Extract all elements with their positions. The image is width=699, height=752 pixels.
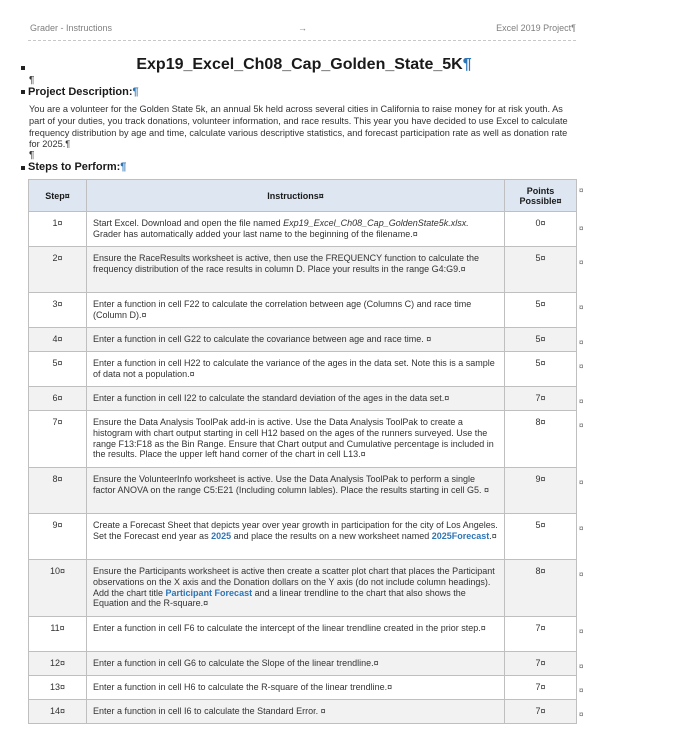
step-points: 7¤	[505, 700, 577, 724]
step-number: 4¤	[29, 328, 87, 352]
end-of-row-mark: ¤	[579, 686, 584, 695]
step-instructions: Enter a function in cell G6 to calculate the Slope of the linear trendline.¤	[87, 652, 505, 676]
table-row	[29, 560, 577, 617]
empty-paragraph-mark: ¶	[29, 150, 35, 161]
end-of-row-mark: ¤	[579, 397, 584, 406]
table-header-row	[29, 180, 577, 212]
step-number: 7¤	[29, 411, 87, 468]
step-number: 12¤	[29, 652, 87, 676]
step-instructions: Ensure the VolunteerInfo worksheet is active. Use the Data Analysis ToolPak to perform a single factor ANOVA on the range C5:E21 (Including column lables). Place the results starting in cell G5. ¤	[87, 468, 505, 514]
end-of-row-mark: ¤	[579, 710, 584, 719]
step-number: 5¤	[29, 352, 87, 387]
step-instructions	[87, 560, 505, 617]
step-number: 8¤	[29, 468, 87, 514]
step-points: 0¤	[505, 212, 577, 247]
steps-heading-text: Steps to Perform:	[28, 161, 121, 173]
step-points: 5¤	[505, 247, 577, 293]
step-number: 10¤	[29, 560, 87, 617]
highlighted-value: 2025Forecast	[431, 530, 490, 541]
step-points: 9¤	[505, 468, 577, 514]
instruction-text: Start Excel. Download and open the file named	[93, 218, 284, 228]
step-number: 11¤	[29, 617, 87, 652]
step-instructions: Ensure the Data Analysis ToolPak add-in is active. Use the Data Analysis ToolPak to create a histogram with chart output starting in cell H12 based on the ages of the runners surveyed. Use the range F13:F18 as the Bin Range. Ensure that Chart output and Cumulative percentage is included in the results. Place the upper left hand corner of the chart in cell L13.¤	[87, 411, 505, 468]
table-row	[29, 387, 577, 411]
step-points: 5¤	[505, 293, 577, 328]
project-description-body	[29, 104, 575, 151]
table-row	[29, 411, 577, 468]
step-number: 2¤	[29, 247, 87, 293]
document-title	[0, 56, 608, 74]
table-row	[29, 212, 577, 247]
step-instructions	[87, 212, 505, 247]
steps-table	[28, 179, 577, 724]
step-instructions: Enter a function in cell H22 to calculate the variance of the ages in the data set. Note this is a sample of data not a population.¤	[87, 352, 505, 387]
end-of-row-mark: ¤	[579, 570, 584, 579]
table-row	[29, 247, 577, 293]
filename-text: Exp19_Excel_Ch08_Cap_GoldenState5k.xlsx.	[283, 218, 469, 228]
step-number: 13¤	[29, 676, 87, 700]
end-of-row-mark: ¤	[579, 338, 584, 347]
step-points: 8¤	[505, 411, 577, 468]
end-of-row-mark: ¤	[579, 186, 584, 195]
table-row	[29, 328, 577, 352]
step-instructions	[87, 514, 505, 560]
step-points: 7¤	[505, 617, 577, 652]
paragraph-mark-bullet	[21, 90, 25, 94]
pilcrow-mark: ¶	[132, 86, 139, 98]
step-instructions: Enter a function in cell F6 to calculate the intercept of the linear trendline created in the prior step.¤	[87, 617, 505, 652]
step-points: 8¤	[505, 560, 577, 617]
instruction-text: Ensure the Participants worksheet is active then create a scatter plot chart that places the Participant observations on the X axis and the Donation dollars on the Y axis (do not include column headings). Add the chart title	[93, 566, 495, 598]
header-points: Points Possible¤	[505, 180, 577, 212]
pilcrow-mark: ¶	[120, 161, 127, 173]
step-instructions: Ensure the RaceResults worksheet is active, then use the FREQUENCY function to calculate the frequency distribution of the race results in column D. Place your results in the range G4:G9.¤	[87, 247, 505, 293]
header-instructions: Instructions¤	[87, 180, 505, 212]
project-description-heading	[28, 86, 139, 98]
table-row	[29, 652, 577, 676]
step-points: 5¤	[505, 514, 577, 560]
step-points: 5¤	[505, 328, 577, 352]
project-description-text: You are a volunteer for the Golden State 5k, an annual 5k held across several cities in California to raise money for at risk youth. As part of your duties, you track donations, volunteer information, and race results. This year you have decided to use Excel to calculate frequency distribution by age and time, calculate various descriptive statistics, and forecast participation rate as well as donation rate for 2025.	[29, 104, 568, 150]
highlighted-value: Participant Forecast	[165, 587, 253, 598]
pilcrow-mark: ¶	[65, 139, 71, 150]
header-step: Step¤	[29, 180, 87, 212]
table-row	[29, 700, 577, 724]
highlighted-value: 2025	[211, 530, 232, 541]
table-row	[29, 617, 577, 652]
step-points: 7¤	[505, 676, 577, 700]
page-header	[0, 23, 699, 37]
empty-paragraph-mark: ¶	[29, 75, 35, 86]
header-divider	[28, 40, 576, 41]
title-text: Exp19_Excel_Ch08_Cap_Golden_State_5K	[136, 56, 463, 73]
table-row	[29, 676, 577, 700]
end-of-row-mark: ¤	[579, 524, 584, 533]
step-number: 14¤	[29, 700, 87, 724]
end-of-row-mark: ¤	[579, 662, 584, 671]
end-of-row-mark: ¤	[579, 362, 584, 371]
step-points: 7¤	[505, 387, 577, 411]
project-description-heading-text: Project Description:	[28, 86, 133, 98]
step-number: 6¤	[29, 387, 87, 411]
table-row	[29, 352, 577, 387]
table-row	[29, 514, 577, 560]
step-number: 1¤	[29, 212, 87, 247]
step-number: 9¤	[29, 514, 87, 560]
step-points: 7¤	[505, 652, 577, 676]
instruction-text: and a linear trendline to the chart that also shows the Equation and the R-square.¤	[93, 587, 466, 609]
step-instructions: Enter a function in cell I6 to calculate the Standard Error. ¤	[87, 700, 505, 724]
table-row	[29, 468, 577, 514]
step-number: 3¤	[29, 293, 87, 328]
end-of-row-mark: ¤	[579, 478, 584, 487]
step-points: 5¤	[505, 352, 577, 387]
instruction-text: Create a Forecast Sheet that depicts year over year growth in participation for the city of Los Angeles. Set the Forecast end year as	[93, 520, 498, 541]
end-of-row-mark: ¤	[579, 224, 584, 233]
step-instructions: Enter a function in cell I22 to calculate the standard deviation of the ages in the data set.¤	[87, 387, 505, 411]
end-of-row-mark: ¤	[579, 421, 584, 430]
end-of-row-mark: ¤	[579, 303, 584, 312]
step-instructions: Enter a function in cell F22 to calculate the correlation between age (Columns C) and race time (Column D).¤	[87, 293, 505, 328]
step-instructions: Enter a function in cell G22 to calculate the covariance between age and race time. ¤	[87, 328, 505, 352]
header-right-text: Excel 2019 Project¶	[496, 23, 576, 33]
end-of-row-mark: ¤	[579, 258, 584, 267]
pilcrow-mark: ¶	[462, 56, 472, 73]
instruction-text: and place the results on a new worksheet named	[231, 530, 432, 541]
steps-heading	[28, 161, 126, 173]
header-tab-arrow: →	[298, 23, 307, 33]
step-instructions: Enter a function in cell H6 to calculate the R-square of the linear trendline.¤	[87, 676, 505, 700]
paragraph-mark-bullet	[21, 166, 25, 170]
instruction-text: .¤	[489, 530, 497, 541]
header-left-text: Grader - Instructions	[30, 23, 113, 33]
end-of-row-mark: ¤	[579, 627, 584, 636]
table-row	[29, 293, 577, 328]
instruction-text: Grader has automatically added your last name to the beginning of the filename.¤	[93, 228, 418, 239]
